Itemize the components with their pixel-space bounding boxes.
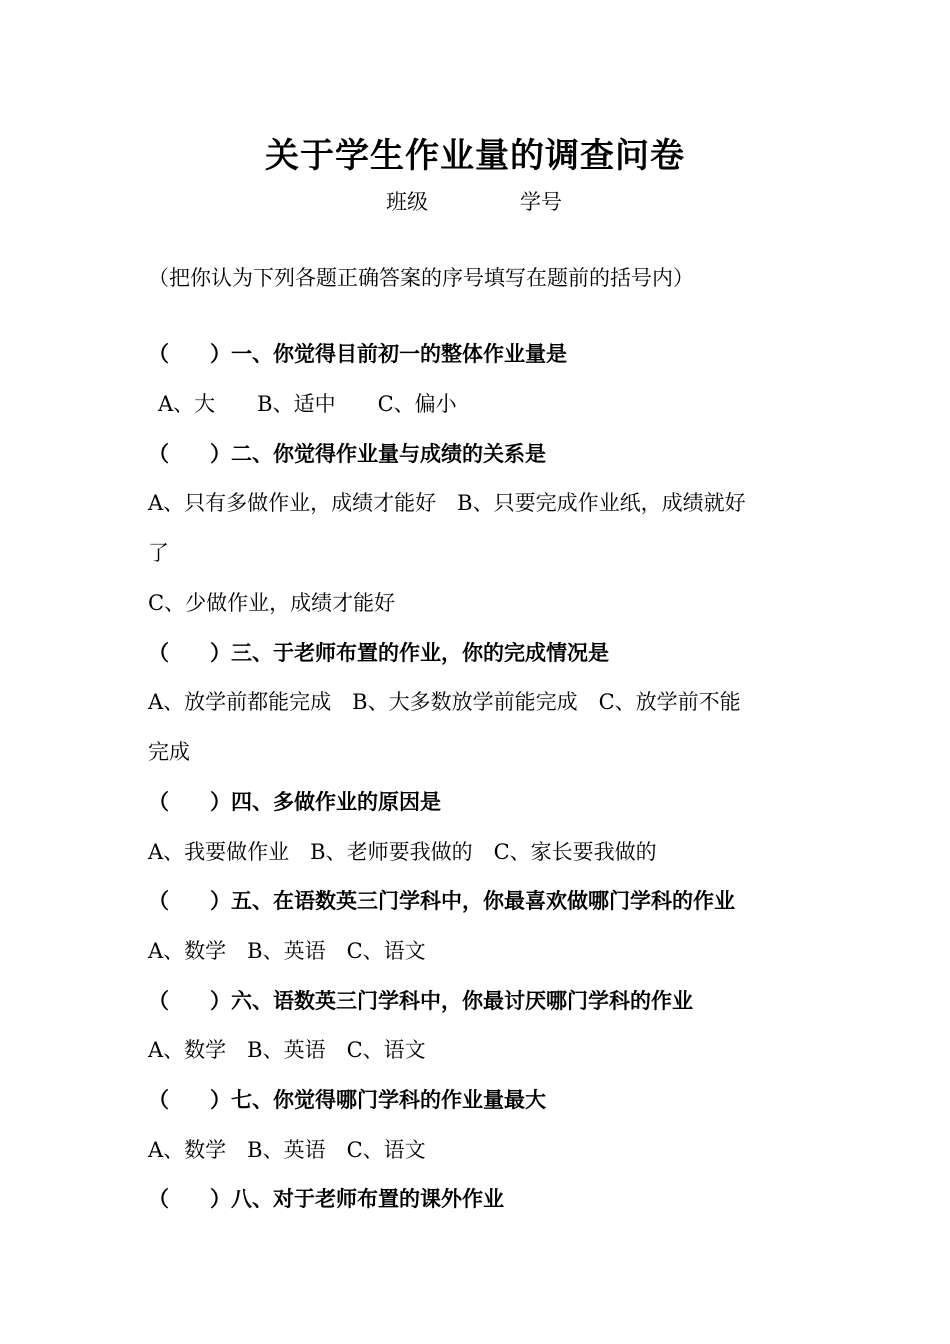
question-text: 一、你觉得目前初一的整体作业量是 [231,341,567,366]
answer-paren-close: ） [210,888,231,913]
question-6-options: A、数学 B、英语 C、语文 [148,1038,426,1062]
question-text: 四、多做作业的原因是 [231,789,441,814]
question-1-options: A、大 B、适中 C、偏小 [158,392,457,416]
question-3-options: A、放学前都能完成 B、大多数放学前能完成 C、放学前不能 [148,690,741,714]
answer-paren-close: ） [210,341,231,366]
question-text: 二、你觉得作业量与成绩的关系是 [231,441,546,466]
question-2-options: A、只有多做作业，成绩才能好 B、只要完成作业纸，成绩就好 [148,491,746,515]
answer-paren-open: （ [148,441,169,466]
question-4-options: A、我要做作业 B、老师要我做的 C、家长要我做的 [148,840,657,864]
question-7-options: A、数学 B、英语 C、语文 [148,1138,426,1162]
question-6 [148,985,693,1015]
instruction-text: （把你认为下列各题正确答案的序号填写在题前的括号内） [148,266,694,290]
answer-paren-close: ） [210,1186,231,1211]
student-number-label: 学号 [520,190,562,214]
answer-paren-open: （ [148,888,169,913]
class-label: 班级 [386,190,428,214]
answer-paren-open: （ [148,789,169,814]
question-5-options: A、数学 B、英语 C、语文 [148,939,426,963]
question-1 [148,338,567,368]
answer-paren-close: ） [210,988,231,1013]
answer-paren-open: （ [148,1087,169,1112]
question-8 [148,1183,504,1213]
question-text: 三、于老师布置的作业，你的完成情况是 [231,640,609,665]
question-7 [148,1084,546,1114]
answer-paren-open: （ [148,341,169,366]
question-2-option-c: C、少做作业，成绩才能好 [148,591,396,615]
question-text: 五、在语数英三门学科中，你最喜欢做哪门学科的作业 [231,888,735,913]
answer-paren-open: （ [148,1186,169,1211]
answer-paren-close: ） [210,441,231,466]
question-2-options-wrap: 了 [148,541,169,565]
page-title: 关于学生作业量的调查问卷 [265,136,685,176]
question-3 [148,637,609,667]
question-text: 七、你觉得哪门学科的作业量最大 [231,1087,546,1112]
question-5 [148,885,735,915]
question-3-options-wrap: 完成 [148,740,190,764]
answer-paren-close: ） [210,789,231,814]
answer-paren-close: ） [210,640,231,665]
question-4 [148,786,441,816]
question-text: 八、对于老师布置的课外作业 [231,1186,504,1211]
answer-paren-open: （ [148,988,169,1013]
answer-paren-open: （ [148,640,169,665]
question-text: 六、语数英三门学科中，你最讨厌哪门学科的作业 [231,988,693,1013]
answer-paren-close: ） [210,1087,231,1112]
question-2 [148,438,546,468]
